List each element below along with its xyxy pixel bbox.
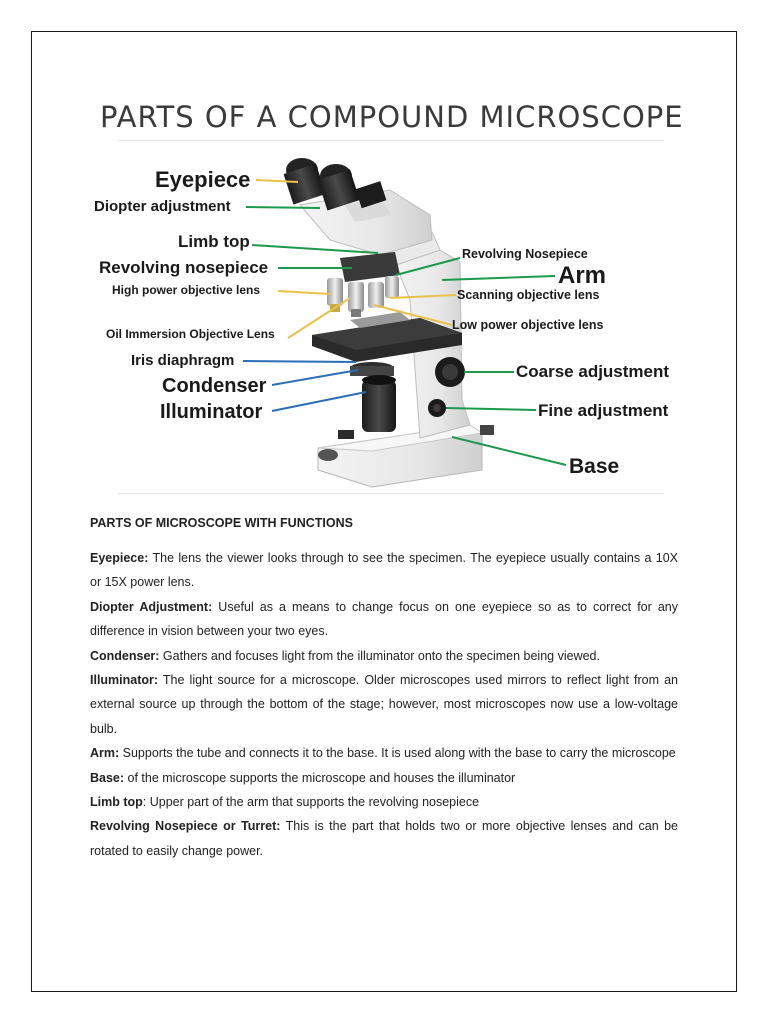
definition-arm: [90, 741, 678, 765]
label-illuminator: Illuminator: [160, 401, 263, 423]
label-eyepiece: Eyepiece: [155, 167, 251, 192]
definition-illuminator: [90, 668, 678, 741]
definition-base: [90, 766, 678, 790]
label-condenser: Condenser: [162, 375, 267, 397]
label-revolving-nosepiece-left: Revolving nosepiece: [99, 258, 269, 277]
base-part: [318, 425, 494, 487]
term-label: Limb top: [90, 795, 143, 810]
definition-eyepiece: [90, 546, 678, 595]
label-revolving-nosepiece-right: Revolving Nosepiece: [462, 247, 588, 261]
figure-divider: [118, 493, 664, 494]
definition-text: This is the part that holds two or more objective lenses and can be rotated to easily change power.: [90, 819, 678, 858]
condenser-part: [350, 362, 394, 376]
definition-text: Useful as a means to change focus on one eyepiece so as to correct for any difference in vision between your two eyes.: [90, 599, 678, 639]
objectives: [327, 252, 400, 317]
definition-limb-top: [90, 790, 678, 814]
definition-text: Gathers and focuses light from the illuminator onto the specimen being viewed.: [159, 648, 600, 663]
definition-revolving-nosepiece: [90, 814, 678, 863]
label-limb-top: Limb top: [178, 232, 250, 251]
label-high-power-objective: High power objective lens: [112, 283, 261, 297]
term-label: Eyepiece:: [90, 551, 149, 565]
label-low-power-objective: Low power objective lens: [452, 318, 604, 332]
definition-text: of the microscope supports the microscope and houses the illuminator: [124, 770, 516, 785]
label-base: Base: [569, 455, 620, 478]
functions-section: [90, 512, 678, 863]
label-oil-immersion: Oil Immersion Objective Lens: [106, 327, 275, 341]
term-label: Arm:: [90, 746, 120, 761]
section-heading: PARTS OF MICROSCOPE WITH FUNCTIONS: [90, 516, 353, 530]
document-title: PARTS OF A COMPOUND MICROSCOPE: [100, 100, 684, 134]
definition-condenser: [90, 644, 678, 668]
label-coarse-adjustment: Coarse adjustment: [516, 362, 670, 381]
definition-text: : Upper part of the arm that supports the revolving nosepiece: [142, 795, 480, 810]
eyepiece-tubes: [284, 158, 387, 211]
term-label: Base:: [90, 770, 125, 785]
term-label: Diopter Adjustment:: [90, 599, 213, 614]
definition-text: The lens the viewer looks through to see the specimen. The eyepiece usually contains a 10X or 15X power lens.: [90, 551, 678, 590]
label-arm: Arm: [558, 262, 607, 289]
term-label: Condenser:: [90, 648, 160, 663]
label-fine-adjustment: Fine adjustment: [538, 401, 669, 420]
term-label: Illuminator:: [90, 673, 159, 688]
label-diopter-adjustment: Diopter adjustment: [94, 198, 231, 215]
definition-text: The light source for a microscope. Older microscopes used mirrors to reflect light from an external source up through the bottom of the stage; however, most microscopes now use a low-voltage bulb.: [90, 673, 678, 736]
illuminator-part: [362, 375, 396, 432]
label-scanning-objective: Scanning objective lens: [457, 288, 600, 302]
definition-text: Supports the tube and connects it to the base. It is used along with the base to carry the microscope: [119, 746, 676, 761]
term-label: Revolving Nosepiece or Turret:: [90, 819, 281, 834]
label-iris-diaphragm: Iris diaphragm: [131, 352, 235, 369]
definition-diopter-adjustment: [90, 595, 678, 644]
